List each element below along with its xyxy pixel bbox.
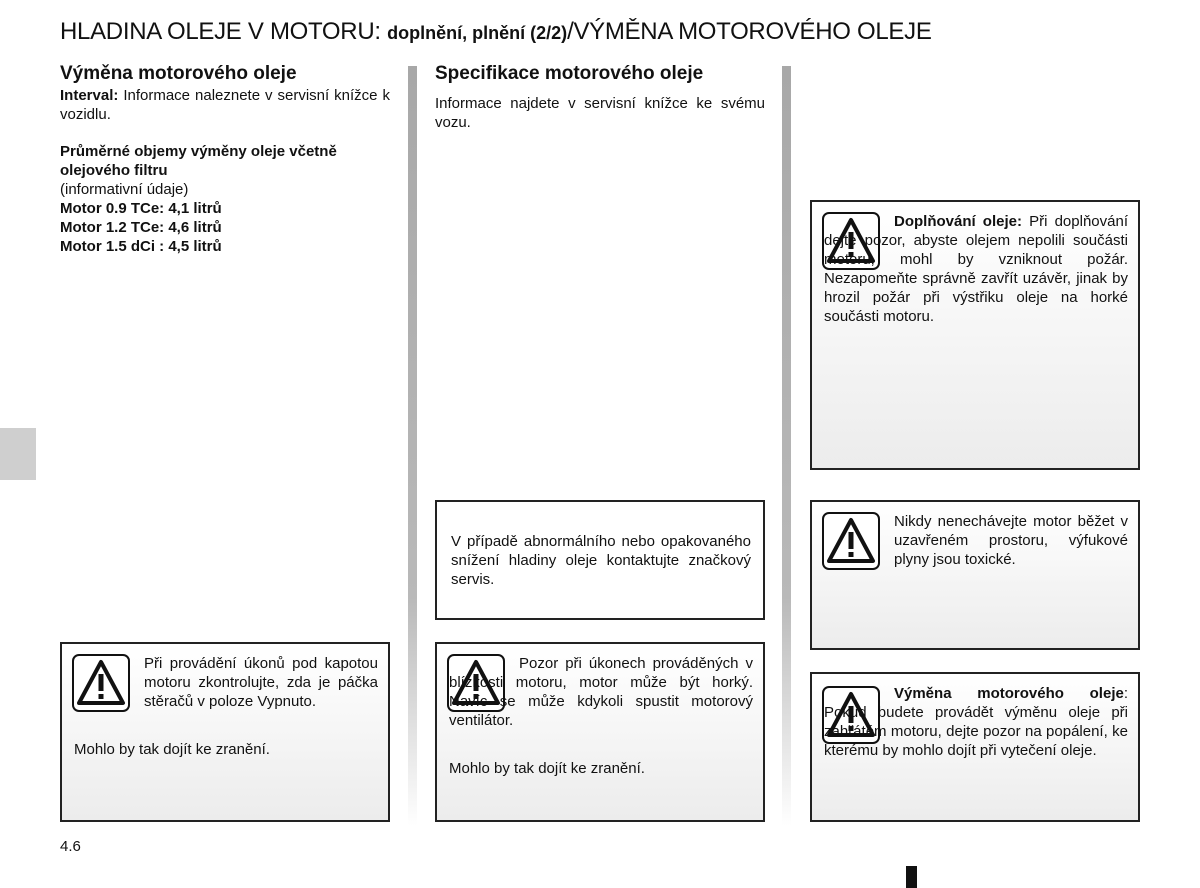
title-sub: doplnění, plnění (2/2) bbox=[387, 23, 568, 43]
engine-volume-row: Motor 0.9 TCe: 4,1 litrů bbox=[60, 200, 222, 217]
title-main: HLADINA OLEJE V MOTORU: bbox=[60, 18, 388, 45]
warning-text: Pozor při úkonech prováděných v blízkosti motoru, motor může být horký. Navíc se může kdykoli spustit motorový ventilátor. bbox=[449, 655, 753, 729]
interval-paragraph bbox=[60, 86, 390, 124]
section-heading-oil-change: Výměna motorového oleje bbox=[60, 63, 297, 84]
interval-text: Informace naleznete v servisní knížce k vozidlu. bbox=[60, 87, 390, 123]
interval-label: Interval: bbox=[60, 87, 119, 104]
warning-text bbox=[824, 684, 1128, 760]
volumes-note: (informativní údaje) bbox=[60, 181, 189, 198]
warning-box-oil-topup bbox=[810, 200, 1140, 470]
engine-volume-row: Motor 1.2 TCe: 4,6 litrů bbox=[60, 219, 222, 236]
warning-text bbox=[824, 212, 1128, 326]
warning-triangle-icon bbox=[72, 654, 130, 712]
warning-note: Mohlo by tak dojít ke zranění. bbox=[449, 760, 645, 777]
warning-label: Doplňování oleje: bbox=[894, 213, 1022, 230]
page-title bbox=[60, 18, 932, 46]
page-number: 4.6 bbox=[60, 838, 81, 855]
column-divider bbox=[408, 66, 417, 826]
warning-text: Při provádění úkonů pod kapotou motoru zkontrolujte, zda je páčka stěračů v poloze Vypnuto. bbox=[144, 655, 378, 710]
warning-note: Mohlo by tak dojít ke zranění. bbox=[74, 741, 270, 758]
warning-box-wiper bbox=[60, 642, 390, 822]
info-text: V případě abnormálního nebo opakovaného snížení hladiny oleje kontaktujte značkový servis. bbox=[451, 533, 751, 588]
volumes-block bbox=[60, 142, 390, 256]
warning-label: Výměna motorového oleje bbox=[894, 685, 1124, 702]
warning-box-exhaust bbox=[810, 500, 1140, 650]
column-divider bbox=[782, 66, 791, 826]
chapter-tab bbox=[0, 428, 36, 480]
volumes-heading: Průměrné objemy výměny oleje včetně olejového filtru bbox=[60, 143, 337, 179]
warning-body: : Pokud budete provádět výměnu oleje při zahřátém motoru, dejte pozor na popálení, ke kterému by mohlo dojít při vytečení oleje. bbox=[824, 685, 1128, 759]
warning-box-engine-hot bbox=[435, 642, 765, 822]
crop-mark bbox=[906, 866, 917, 888]
warning-text: Nikdy nenechávejte motor běžet v uzavřeném prostoru, výfukové plyny jsou toxické. bbox=[894, 513, 1128, 568]
engine-volume-row: Motor 1.5 dCi : 4,5 litrů bbox=[60, 238, 222, 255]
info-box-oil-level bbox=[435, 500, 765, 620]
title-end: /VÝMĚNA MOTOROVÉHO OLEJE bbox=[567, 18, 932, 45]
warning-body: Při doplňování dejte pozor, abyste olejem nepolili součásti motoru, mohl by vzniknout požár. Nezapomeňte správně zavřít uzávěr, jinak by hrozil požár při výstřiku oleje na horké součásti motoru. bbox=[824, 213, 1128, 325]
warning-box-oil-change bbox=[810, 672, 1140, 822]
spec-paragraph: Informace najdete v servisní knížce ke svému vozu. bbox=[435, 95, 765, 131]
section-heading-oil-spec: Specifikace motorového oleje bbox=[435, 63, 704, 84]
warning-triangle-icon bbox=[822, 512, 880, 570]
